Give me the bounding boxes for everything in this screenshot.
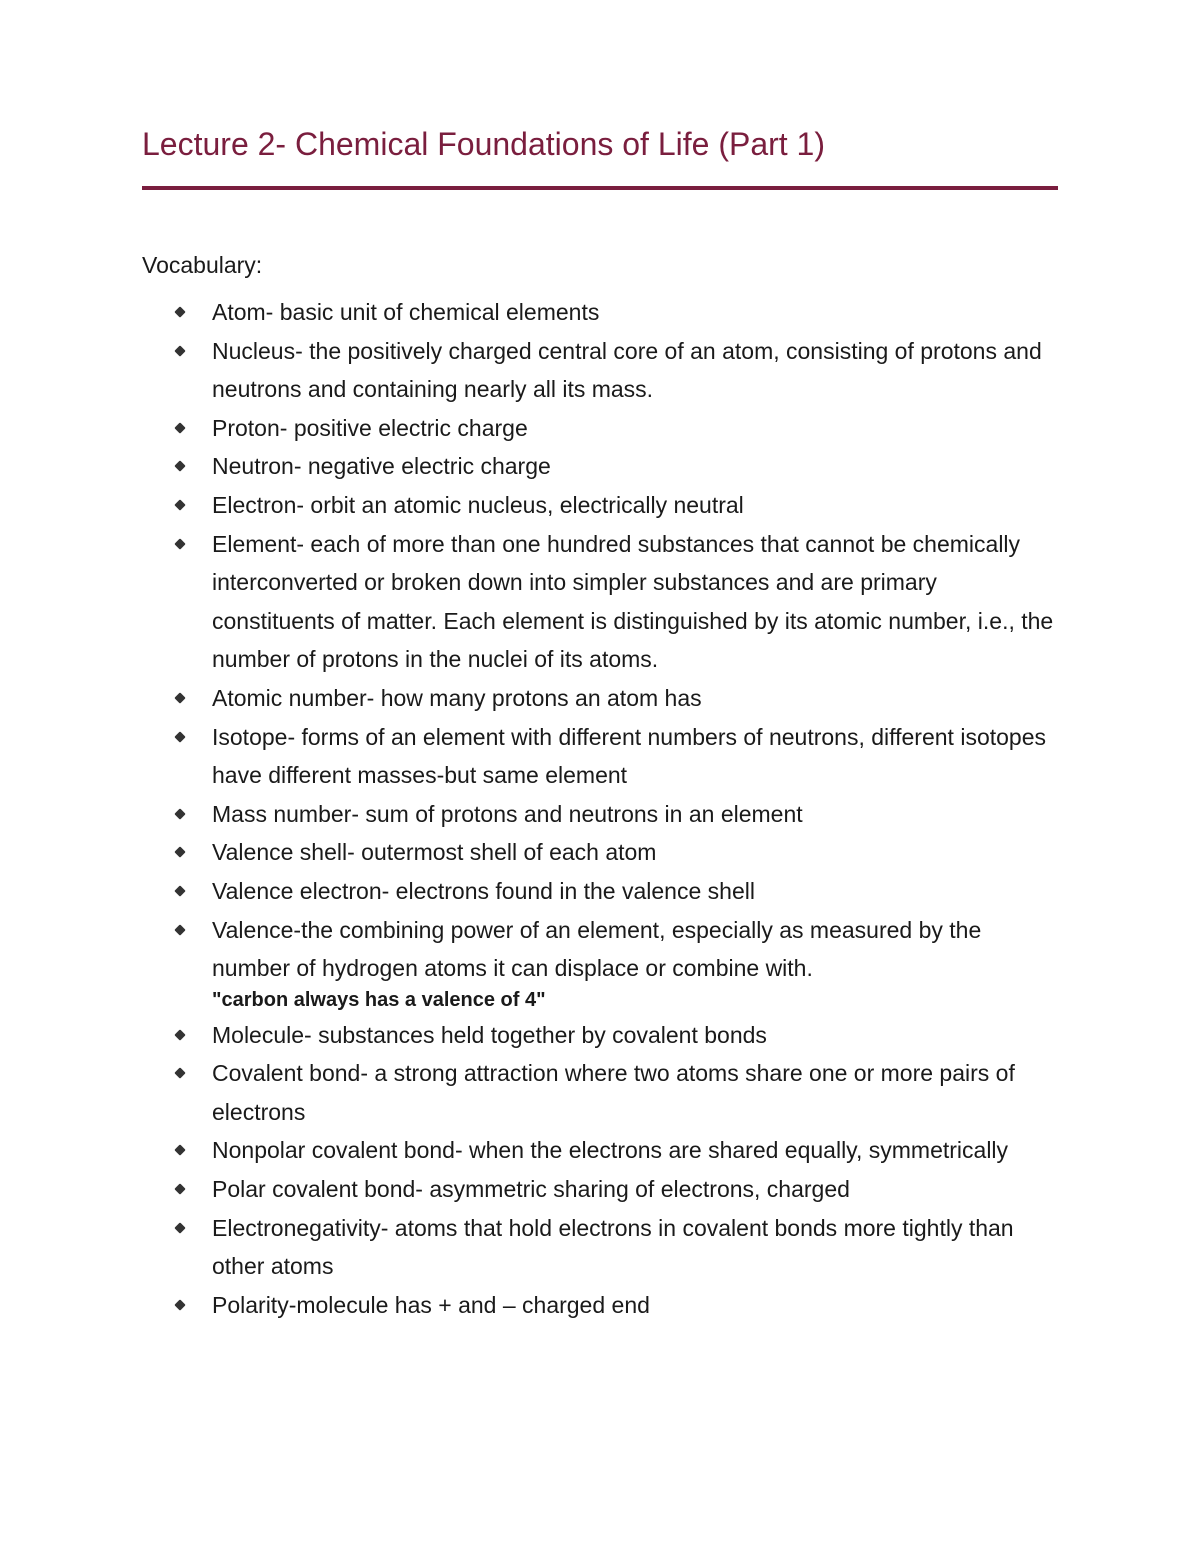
list-item-text: Atom- basic unit of chemical elements [212,299,600,325]
list-item [0,795,1200,834]
list-item-text: Atomic number- how many protons an atom has [212,684,702,711]
list-item-text: Mass number- sum of protons and neutrons in an element [212,800,803,827]
list-item [0,679,1200,718]
list-item [0,332,1200,409]
list-item-text: Valence shell- outermost shell of each atom [212,839,657,866]
section-label: Vocabulary: [142,252,263,278]
list-item [0,1054,1200,1131]
diamond-bullet-icon [174,422,185,433]
diamond-bullet-icon [174,692,185,703]
diamond-bullet-icon [174,1068,185,1079]
list-item-text: Polarity-molecule has + and – charged end [212,1291,650,1318]
list-item [0,1170,1200,1209]
page-title: Lecture 2- Chemical Foundations of Life (Part 1) [142,126,825,162]
list-item [0,293,1200,332]
list-item-text: Electron- orbit an atomic nucleus, electrically neutral [212,491,744,518]
list-item-text: Electronegativity- atoms that hold electrons in covalent bonds more tightly than other atoms [212,1214,1014,1280]
list-item [0,447,1200,486]
diamond-bullet-icon [174,1145,185,1156]
list-item [0,1016,1200,1055]
title-underline-rule [142,186,1058,190]
diamond-bullet-icon [174,885,185,896]
list-item [0,911,1200,1016]
list-item [0,525,1200,679]
list-item-text: Nucleus- the positively charged central core of an atom, consisting of protons and neutrons and containing nearly all its mass. [212,337,1042,403]
diamond-bullet-icon [174,731,185,742]
diamond-bullet-icon [174,345,185,356]
list-item-text: Neutron- negative electric charge [212,453,551,480]
list-item-text: Nonpolar covalent bond- when the electrons are shared equally, symmetrically [212,1137,1009,1164]
list-item [0,1286,1200,1325]
vocabulary-list [0,293,1200,1324]
list-item-text: Molecule- substances held together by covalent bonds [212,1021,767,1048]
list-item [0,718,1200,795]
list-item [0,1131,1200,1170]
list-item [0,1209,1200,1286]
list-item-text: Covalent bond- a strong attraction where two atoms share one or more pairs of electrons [212,1060,1015,1125]
diamond-bullet-icon [174,461,185,472]
list-item [0,409,1200,448]
diamond-bullet-icon [174,808,185,819]
list-item [0,872,1200,911]
list-item-text: Proton- positive electric charge [212,414,528,441]
list-item-text: Polar covalent bond- asymmetric sharing of electrons, charged [212,1176,850,1203]
list-item-text: Isotope- forms of an element with different numbers of neutrons, different isotopes have different masses-but same element [212,723,1046,789]
diamond-bullet-icon [174,1029,185,1040]
diamond-bullet-icon [174,538,185,549]
diamond-bullet-icon [174,1222,185,1233]
diamond-bullet-icon [174,1299,185,1310]
list-item [0,833,1200,872]
diamond-bullet-icon [174,499,185,510]
list-item-text: Element- each of more than one hundred substances that cannot be chemically interconverted or broken down into simpler substances and are primary constituents of matter. Each element is distinguished by its atomic number, i.e., the number of protons in the nuclei of its atoms. [212,530,1054,673]
list-item [0,486,1200,525]
diamond-bullet-icon [174,1183,185,1194]
diamond-bullet-icon [174,847,185,858]
diamond-bullet-icon [174,924,185,935]
list-item-text: Valence-the combining power of an element, especially as measured by the number of hydrogen atoms it can displace or combine with. [212,916,982,982]
list-item-text: Valence electron- electrons found in the valence shell [212,877,755,904]
diamond-bullet-icon [174,306,185,317]
list-item-note: "carbon always has a valence of 4" [212,988,546,1011]
